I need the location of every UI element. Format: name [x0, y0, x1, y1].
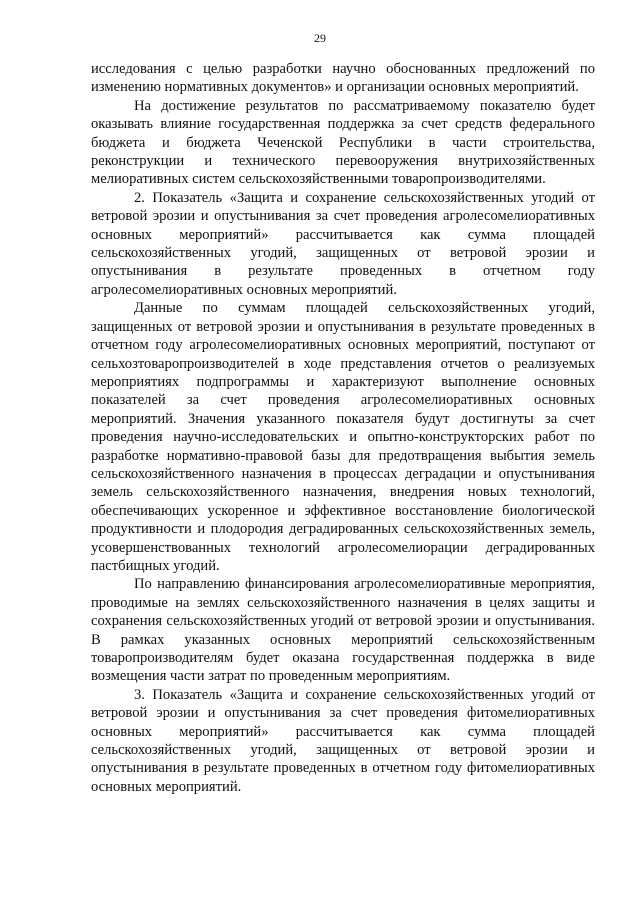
paragraph-continuation: исследования с целью разработки научно обоснованных предложений по изменению нормативных документов» и организации основных мероприятий. [91, 61, 595, 96]
paragraph-indicator-2: 2. Показатель «Защита и сохранение сельскохозяйственных угодий от ветровой эрозии и опустынивания за счет проведения агролесомелиоративных основных мероприятий» рассчитывается как сумма площадей сельскохозяйственных угодий, защищенных от ветровой эрозии и опустынивания в результате проведенных в отчетном году агролесомелиоративных основных мероприятий. [91, 189, 595, 298]
paragraph-indicator-3: 3. Показатель «Защита и сохранение сельскохозяйственных угодий от ветровой эрозии и опустынивания за счет проведения фитомелиоративных основных мероприятий» рассчитывается как сумма площадей сельскохозяйственных угодий, защищенных от ветровой эрозии и опустынивания в результате проведенных в отчетном году фитомелиоративных основных мероприятий. [91, 686, 595, 795]
document-body [91, 60, 595, 796]
page-number: 29 [314, 31, 326, 45]
paragraph-financing-direction: По направлению финансирования агролесомелиоративные мероприятия, проводимые на землях сельскохозяйственного назначения в целях защиты и сохранения сельскохозяйственных угодий от ветровой эрозии и опустынивания. В рамках указанных основных мероприятий сельскохозяйственным товаропроизводителям будет оказана государственная поддержка в виде возмещения части затрат по проведенным мероприятиям. [91, 576, 595, 685]
paragraph-indicator-2-data: Данные по суммам площадей сельскохозяйственных угодий, защищенных от ветровой эрозии и опустынивания в результате проведенных в отчетном году агролесомелиоративных основных мероприятий, поступают от сельхозтоваропроизводителей в ходе представления отчетов о реализуемых мероприятиях подпрограммы и характеризуют выполнение основных показателей за счет проведения агролесомелиоративных основных мероприятий. Значения указанного показателя будут достигнуты за счет проведения научно-исследовательских и опытно-конструкторских работ по разработке нормативно-правовой базы для предотвращения выбытия земель сельскохозяйственного назначения в процессах деградации и опустынивания земель сельскохозяйственного назначения, внедрения новых технологий, обеспечивающих ускоренное и эффективное восстановление биологической продуктивности и плодородия деградированных сельскохозяйственных земель, усовершенствованных технологий агролесомелиорации деградированных пастбищных угодий. [91, 300, 595, 574]
paragraph-state-support: На достижение результатов по рассматриваемому показателю будет оказывать влияние государственная поддержка за счет средств федерального бюджета и бюджета Чеченской Республики в части строительства, реконструкции и технического перевооружения внутрихозяйственных мелиоративных систем сельскохозяйственными товаропроизводителями. [91, 97, 595, 188]
